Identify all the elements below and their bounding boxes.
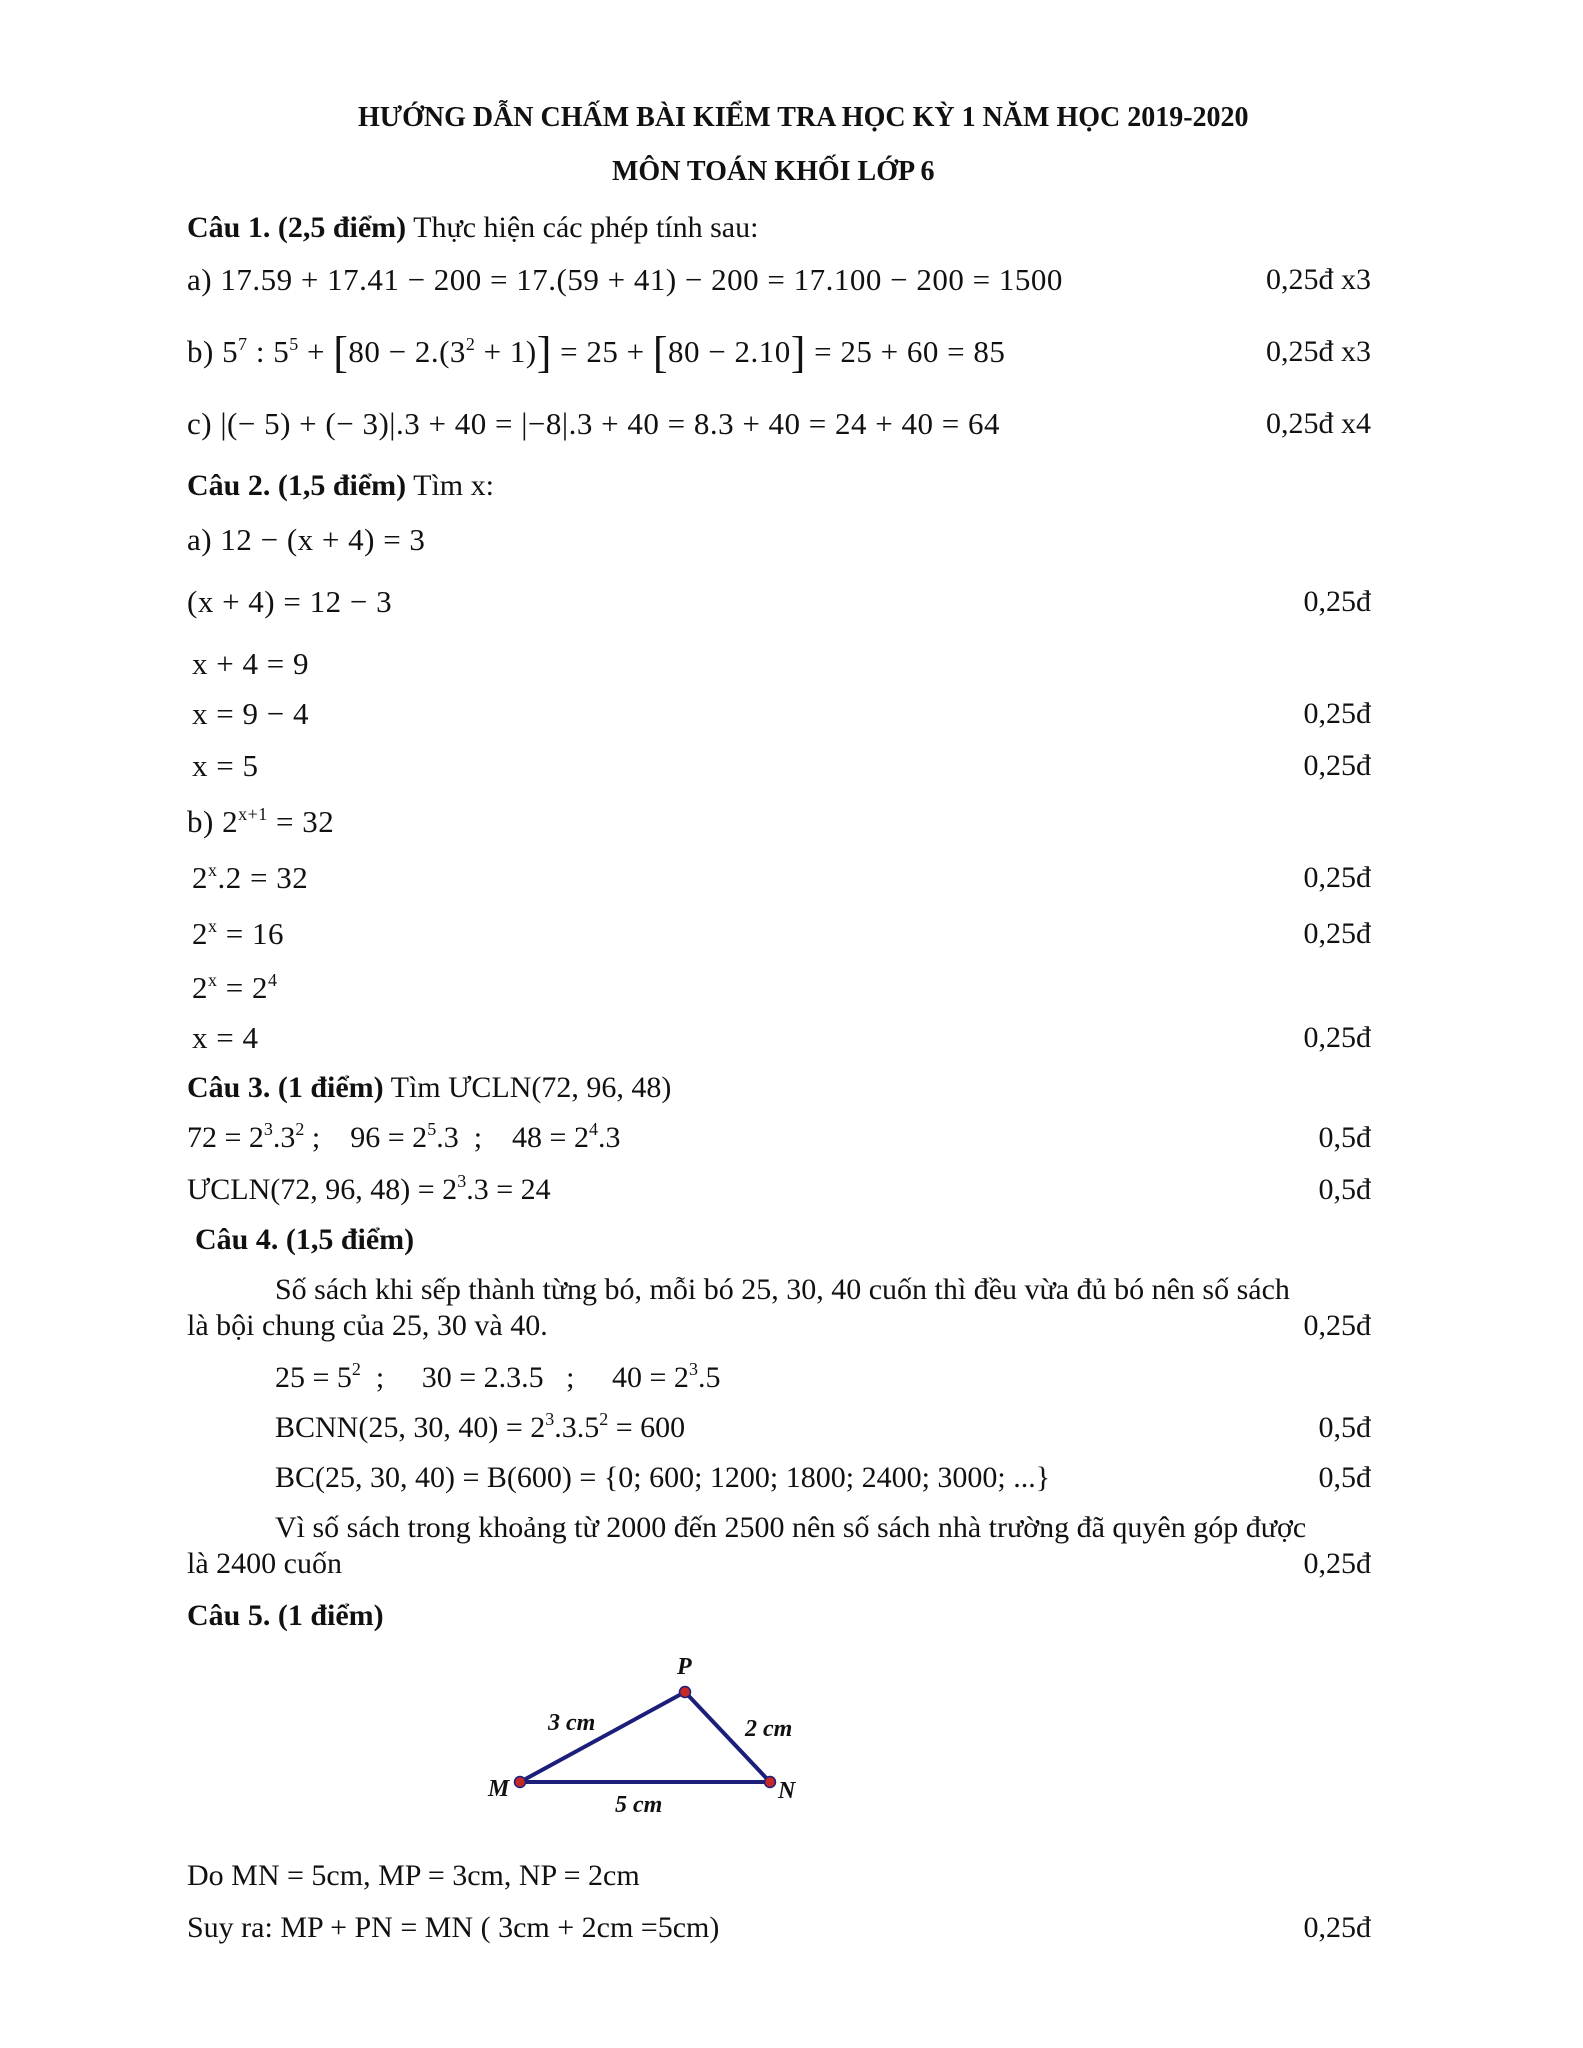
q4-part: .3.5	[554, 1411, 600, 1444]
q1b-bracket: [	[333, 328, 349, 377]
q2b-part: 2	[192, 860, 208, 895]
q1-prompt: Thực hiện các phép tính sau:	[413, 211, 759, 244]
page-title: HƯỚNG DẪN CHẤM BÀI KIỂM TRA HỌC KỲ 1 NĂM HỌC 2019-2020	[358, 102, 1249, 133]
q4-exp: 3	[688, 1359, 698, 1379]
q2a-step1-score: 0,25đ	[1303, 585, 1371, 618]
q1b-part: 80 − 2.10	[668, 334, 791, 369]
q4-bc-score: 0,5đ	[1318, 1461, 1371, 1494]
q4-heading: Câu 4. (1,5 điểm)	[195, 1223, 415, 1256]
q4-bcnn-line	[275, 1410, 685, 1446]
q1b-bracket: [	[652, 328, 668, 377]
q3-line1-score: 0,5đ	[1318, 1121, 1371, 1154]
q3-exp: 3	[263, 1119, 273, 1139]
triangle-figure	[470, 1650, 850, 1830]
q5-line2-score: 0,25đ	[1303, 1911, 1371, 1944]
q5-line1: Do MN = 5cm, MP = 3cm, NP = 2cm	[187, 1859, 640, 1892]
label-p: P	[677, 1654, 692, 1680]
q1b-line	[187, 328, 1006, 377]
q4-part: BCNN(25, 30, 40) = 2	[275, 1411, 546, 1444]
q4-exp: 2	[351, 1359, 361, 1379]
q1-heading: Câu 1. (2,5 điểm)	[187, 211, 407, 244]
point-p	[680, 1687, 691, 1698]
q2a-step3: x = 9 − 4	[192, 696, 309, 731]
q2b-exp: x	[208, 860, 218, 880]
q2a-step2: x + 4 = 9	[192, 646, 309, 681]
q1b-score: 0,25đ x3	[1266, 335, 1371, 368]
q2b-part: .2 = 32	[217, 860, 309, 895]
q4-para2-line1: Vì số sách trong khoảng từ 2000 đến 2500 nên số sách nhà trường đã quyên góp được	[275, 1511, 1307, 1544]
q1b-exp: 5	[289, 334, 299, 354]
q3-exp: 2	[295, 1119, 305, 1139]
q4-part: = 600	[608, 1411, 686, 1444]
q1a-line: a) 17.59 + 17.41 − 200 = 17.(59 + 41) − 200 = 17.100 − 200 = 1500	[187, 262, 1063, 297]
q1b-part: b) 5	[187, 334, 239, 369]
label-m: M	[488, 1776, 510, 1802]
q3-part: 72 = 2	[187, 1121, 264, 1154]
q4-para1-line2: là bội chung của 25, 30 và 40.	[187, 1309, 548, 1342]
q4-para1-line1: Số sách khi sếp thành từng bó, mỗi bó 25, 30, 40 cuốn thì đều vừa đủ bó nên số sách	[275, 1273, 1290, 1306]
q1b-exp: 7	[238, 334, 248, 354]
label-mn-length: 5 cm	[615, 1792, 663, 1818]
page-subtitle: MÔN TOÁN KHỐI LỚP 6	[612, 156, 935, 187]
q2a-step4: x = 5	[192, 748, 259, 783]
q3-part: .3 = 24	[466, 1173, 551, 1206]
point-m	[515, 1777, 526, 1788]
q2-heading: Câu 2. (1,5 điểm)	[187, 469, 407, 502]
q4-exp: 2	[599, 1409, 609, 1429]
q2b-label	[187, 804, 334, 840]
q2b-part: = 32	[267, 804, 335, 839]
q2b-step2	[192, 916, 284, 952]
q2a-step3-score: 0,25đ	[1303, 697, 1371, 730]
q2b-part: 2	[192, 970, 208, 1005]
q3-part: ƯCLN(72, 96, 48) = 2	[187, 1173, 458, 1206]
point-n	[765, 1777, 776, 1788]
q1b-bracket: ]	[790, 328, 806, 377]
q2b-step4: x = 4	[192, 1020, 259, 1055]
q3-prompt: Tìm ƯCLN(72, 96, 48)	[390, 1071, 672, 1104]
q2b-part: = 2	[217, 970, 268, 1005]
q3-part: .3	[597, 1121, 621, 1154]
q1a-score: 0,25đ x3	[1266, 263, 1371, 296]
q4-factor-line	[275, 1360, 720, 1396]
q2b-step1	[192, 860, 308, 896]
q2b-exp: x	[208, 970, 218, 990]
q1c-score: 0,25đ x4	[1266, 407, 1371, 440]
q3-heading: Câu 3. (1 điểm)	[187, 1071, 384, 1104]
q2b-step4-score: 0,25đ	[1303, 1021, 1371, 1054]
q2a-step1: (x + 4) = 12 − 3	[187, 584, 393, 619]
q2-heading-line	[187, 468, 494, 504]
q2b-exp: x+1	[238, 804, 268, 824]
q1c-line: c) |(− 5) + (− 3)|.3 + 40 = |−8|.3 + 40 = 8.3 + 40 = 24 + 40 = 64	[187, 406, 1000, 441]
q2b-exp: 4	[267, 970, 278, 990]
q2b-step3	[192, 970, 277, 1006]
q2b-exp: x	[208, 916, 218, 936]
q1b-part: +	[298, 334, 334, 369]
q4-para2-score: 0,25đ	[1303, 1547, 1371, 1580]
q1b-part: : 5	[247, 334, 290, 369]
q1b-exp: 2	[465, 334, 476, 354]
q5-heading: Câu 5. (1 điểm)	[187, 1599, 384, 1632]
q4-part: ; 30 = 2.3.5 ; 40 = 2	[360, 1361, 689, 1394]
q4-bcnn-score: 0,5đ	[1318, 1411, 1371, 1444]
q2b-step2-score: 0,25đ	[1303, 917, 1371, 950]
q3-line2	[187, 1172, 551, 1208]
q2a-label: a) 12 − (x + 4) = 3	[187, 522, 426, 557]
q2-prompt: Tìm x:	[413, 469, 494, 502]
q3-part: ; 96 = 2	[304, 1121, 428, 1154]
q1b-part: + 1)	[475, 334, 537, 369]
segment-mp	[520, 1692, 685, 1782]
label-n: N	[778, 1778, 796, 1804]
q4-exp: 3	[545, 1409, 555, 1429]
q3-part: .3	[272, 1121, 296, 1154]
q2b-part: 2	[192, 916, 208, 951]
q4-para2-line2: là 2400 cuốn	[187, 1547, 342, 1580]
q4-part: 25 = 5	[275, 1361, 352, 1394]
q1-heading-line	[187, 210, 758, 246]
q3-exp: 3	[457, 1171, 467, 1191]
label-mp-length: 3 cm	[548, 1710, 596, 1736]
q3-exp: 5	[427, 1119, 437, 1139]
q3-line2-score: 0,5đ	[1318, 1173, 1371, 1206]
q2b-part: b) 2	[187, 804, 239, 839]
q1b-part: 80 − 2.(3	[348, 334, 466, 369]
q3-exp: 4	[588, 1119, 598, 1139]
q1b-bracket: ]	[536, 328, 552, 377]
q3-heading-line	[187, 1070, 671, 1106]
q2b-step1-score: 0,25đ	[1303, 861, 1371, 894]
q4-bc-line: BC(25, 30, 40) = B(600) = {0; 600; 1200; 1800; 2400; 3000; ...}	[275, 1461, 1051, 1494]
q2b-part: = 16	[217, 916, 284, 951]
q4-part: .5	[697, 1361, 721, 1394]
q3-line1	[187, 1120, 620, 1156]
label-pn-length: 2 cm	[745, 1716, 793, 1742]
q2a-step4-score: 0,25đ	[1303, 749, 1371, 782]
q3-part: .3 ; 48 = 2	[436, 1121, 589, 1154]
q1b-part: = 25 +	[551, 334, 653, 369]
q4-para1-score: 0,25đ	[1303, 1309, 1371, 1342]
q5-line2: Suy ra: MP + PN = MN ( 3cm + 2cm =5cm)	[187, 1911, 720, 1944]
q1b-part: = 25 + 60 = 85	[805, 334, 1006, 369]
